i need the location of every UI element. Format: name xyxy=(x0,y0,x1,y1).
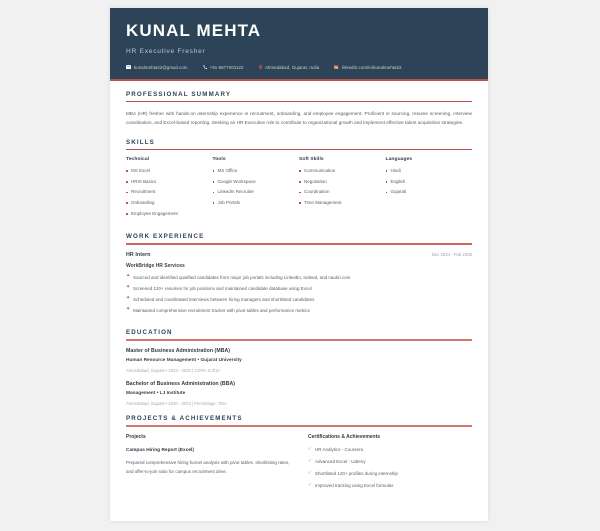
contact-email[interactable] xyxy=(126,65,188,70)
email-icon xyxy=(126,65,131,69)
linkedin-icon xyxy=(334,65,338,69)
check-icon: ✓ xyxy=(308,470,312,476)
bullet-marker-icon: ✦ xyxy=(126,273,131,280)
skill-item: English xyxy=(386,180,473,185)
skills-column-languages xyxy=(386,157,473,222)
education-degree: Bachelor of Business Administration (BBA) xyxy=(126,380,236,387)
bullet-marker-icon: ✦ xyxy=(126,306,131,313)
bullet-marker-icon: ✦ xyxy=(126,295,131,302)
section-projects-achievements xyxy=(126,415,472,496)
certification-text: Advanced Excel - Udemy xyxy=(315,458,366,464)
certification-text: Improved tracking using Excel formulas xyxy=(315,482,394,488)
skills-column-tools xyxy=(213,157,300,222)
experience-bullet-text: Scheduled and coordinated interviews between hiring managers and shortlisted candidates xyxy=(133,296,315,302)
resume-body xyxy=(110,81,488,496)
project-description: Prepared comprehensive hiring funnel analysis with pivot tables, shortlisting rates, and offer-to-join ratio for campus recruitment drive. xyxy=(126,459,290,474)
skill-item: Google Workspace xyxy=(213,180,300,185)
certification-item xyxy=(308,460,472,465)
summary-text: MBA (HR) fresher with hands-on internship experience in recruitment, onboarding, and employee engagement. Proficient in sourcing, resume screening, interview coordination, and Excel-based reporting. Seeking an HR Executive role to contribute to organizational growth and implement effective talent acquisition strategies. xyxy=(126,110,472,126)
skills-heading: Technical xyxy=(126,156,150,162)
projects-column-left xyxy=(126,434,290,496)
experience-bullet xyxy=(126,295,472,303)
candidate-name: KUNAL MEHTA xyxy=(126,21,262,40)
experience-bullet xyxy=(126,306,472,314)
education-field: Management • LJ Institute xyxy=(126,391,186,397)
skills-heading: Soft Skills xyxy=(299,156,324,162)
candidate-role: HR Executive Fresher xyxy=(126,47,206,55)
skill-item: Recruitment xyxy=(126,190,213,195)
skill-item: Onboarding xyxy=(126,201,213,206)
certification-item xyxy=(308,472,472,477)
section-professional-summary xyxy=(126,91,472,128)
certification-text: Shortlisted 120+ profiles during internship xyxy=(315,470,398,476)
skill-item: HRIS Basics xyxy=(126,180,213,185)
education-entry xyxy=(126,348,472,373)
section-title-projects: PROJECTS & ACHIEVEMENTS xyxy=(126,414,243,422)
certifications-heading: Certifications & Achievements xyxy=(308,433,381,440)
skill-item: Job Portals xyxy=(213,201,300,206)
contact-phone[interactable] xyxy=(203,65,244,70)
section-rule-experience xyxy=(126,243,472,245)
skills-column-soft-skills xyxy=(299,157,386,222)
section-education xyxy=(126,329,472,406)
phone-icon xyxy=(203,65,207,70)
skill-item: MS Office xyxy=(213,169,300,174)
skill-item: Gujarati xyxy=(386,190,473,195)
check-icon: ✓ xyxy=(308,482,312,488)
projects-column-right xyxy=(308,434,472,496)
contact-linkedin[interactable] xyxy=(334,65,401,70)
experience-bullet-text: Sourced and identified qualified candidates from major job portals including LinkedIn, Indeed, and naukri.com xyxy=(133,274,351,280)
experience-bullet xyxy=(126,273,472,281)
skill-item: Communication xyxy=(299,169,386,174)
job-dates: Dec 2024 - Feb 2025 xyxy=(431,252,472,258)
job-title: HR Intern xyxy=(126,252,151,259)
skill-item: Time Management xyxy=(299,201,386,206)
contact-location-label: Ahmedabad, Gujarat, India xyxy=(264,64,320,70)
education-meta: Ahmedabad, Gujarat • 2023 - 2025 | CGPA: 8.3/10 xyxy=(126,367,220,373)
certification-text: HR Analytics - Coursera xyxy=(315,446,364,452)
section-rule-projects xyxy=(126,425,472,427)
section-skills xyxy=(126,139,472,223)
section-title-experience: WORK EXPERIENCE xyxy=(126,233,205,241)
education-entry xyxy=(126,381,472,406)
check-icon: ✓ xyxy=(308,458,312,464)
section-title-skills: SKILLS xyxy=(126,138,155,146)
projects-heading: Projects xyxy=(126,433,146,440)
skills-column-technical xyxy=(126,157,213,222)
experience-bullet-text: Maintained comprehensive recruitment tracker with pivot tables and performance metrics xyxy=(133,307,310,313)
contact-email-label: kunalmehta22@gmail.com xyxy=(134,64,188,70)
skills-heading: Languages xyxy=(385,156,413,162)
spacer xyxy=(126,406,472,415)
resume-header xyxy=(110,8,488,81)
experience-bullet-text: Screened 120+ resumes for job positions and maintained candidate database using Excel xyxy=(133,285,312,291)
skill-item: LinkedIn Recruiter xyxy=(213,190,300,195)
spacer xyxy=(126,320,472,329)
location-pin-icon xyxy=(259,65,262,70)
bullet-marker-icon: ✦ xyxy=(126,284,131,291)
education-field: Human Resource Management • Gujarat University xyxy=(126,358,242,364)
section-rule-summary xyxy=(126,101,472,102)
section-title-summary: PROFESSIONAL SUMMARY xyxy=(126,90,232,98)
projects-columns xyxy=(126,434,472,496)
education-meta: Ahmedabad, Gujarat • 2020 - 2023 | Percentage: 78% xyxy=(126,400,227,406)
section-rule-education xyxy=(126,339,472,341)
contact-phone-label: +91-9877001122 xyxy=(209,64,244,70)
skills-columns xyxy=(126,157,472,222)
section-rule-skills xyxy=(126,149,472,150)
contact-row xyxy=(126,65,472,70)
spacer xyxy=(126,128,472,139)
education-degree: Master of Business Administration (MBA) xyxy=(126,347,231,354)
skill-item: Hindi xyxy=(386,169,473,174)
certification-item xyxy=(308,448,472,453)
experience-title-row xyxy=(126,252,472,258)
job-company: WorkBridge HR Services xyxy=(126,262,185,269)
project-name: Campus Hiring Report (Excel) xyxy=(126,447,194,453)
spacer xyxy=(126,222,472,233)
contact-location[interactable] xyxy=(259,65,320,70)
experience-bullet xyxy=(126,284,472,292)
skills-heading: Tools xyxy=(212,156,226,162)
check-icon: ✓ xyxy=(308,446,312,452)
resume-sheet xyxy=(110,8,488,521)
certification-item xyxy=(308,484,472,489)
skill-item: MS Excel xyxy=(126,169,213,174)
section-work-experience xyxy=(126,233,472,313)
contact-linkedin-label: linkedin.com/in/kunalmehta22 xyxy=(341,64,402,70)
skill-item: Coordination xyxy=(299,190,386,195)
experience-entry xyxy=(126,252,472,313)
section-title-education: EDUCATION xyxy=(126,328,173,336)
skill-item: Employee Engagement xyxy=(126,212,213,217)
skill-item: Negotiation xyxy=(299,180,386,185)
